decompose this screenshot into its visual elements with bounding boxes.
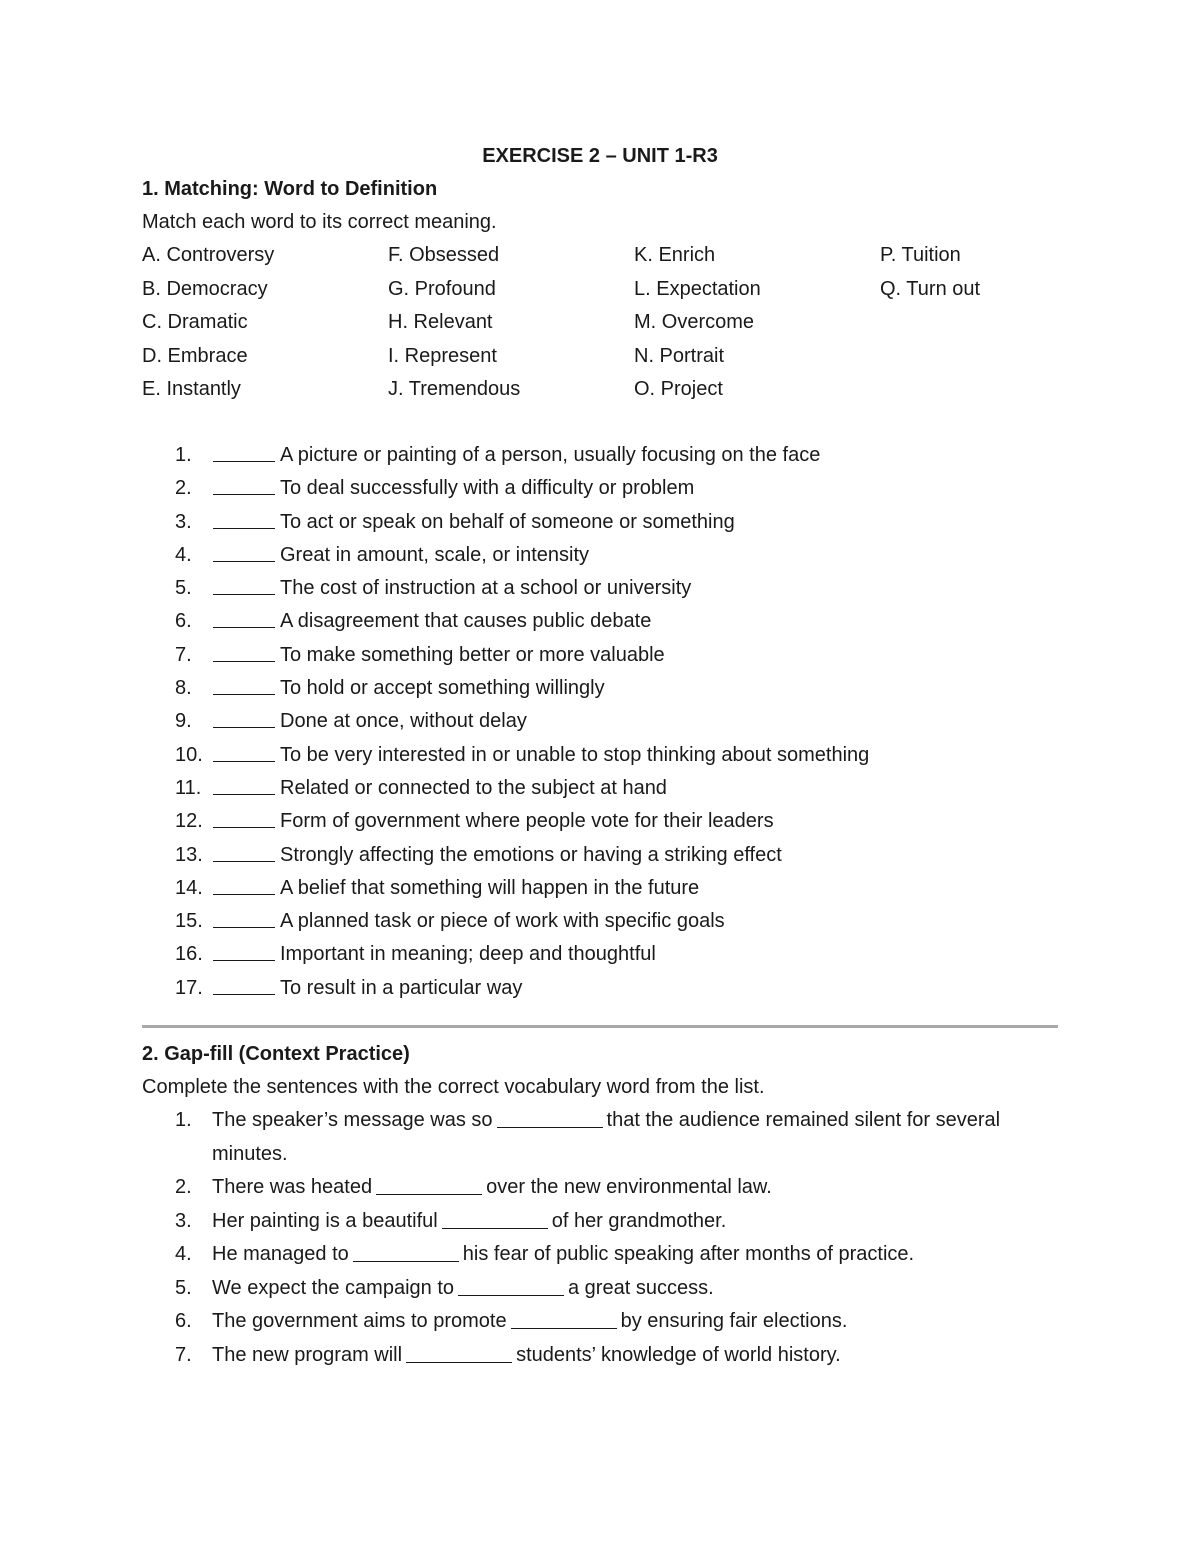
sentence-after: over the new environmental law. (486, 1176, 772, 1198)
definition-number: 13. (175, 843, 203, 866)
definition-number: 8. (175, 677, 192, 700)
definition-number: 9. (175, 710, 192, 733)
sentence-item (175, 1171, 1058, 1205)
definition-text: A planned task or piece of work with specific goals (280, 910, 725, 933)
sentence-item (175, 1238, 1058, 1272)
answer-blank[interactable] (213, 641, 275, 662)
word-bank-item: A. Controversy (142, 244, 275, 266)
section1-heading: 1. Matching: Word to Definition (142, 178, 438, 200)
definition-text: A picture or painting of a person, usually focusing on the face (280, 443, 821, 466)
sentence-text (212, 1205, 1058, 1239)
definition-number: 12. (175, 810, 203, 833)
definition-number: 3. (175, 510, 192, 533)
definition-text: A belief that something will happen in the future (280, 876, 700, 899)
answer-blank[interactable] (213, 541, 275, 562)
gap-blank[interactable] (442, 1208, 548, 1229)
definition-item (175, 839, 1058, 872)
answer-blank[interactable] (213, 707, 275, 728)
word-bank-item: O. Project (634, 378, 723, 401)
word-bank-item: B. Democracy (142, 277, 268, 300)
word-bank-item: P. Tuition (880, 244, 961, 266)
sentence-list (142, 1104, 1058, 1372)
definition-number: 4. (175, 543, 192, 566)
definition-text: Great in amount, scale, or intensity (280, 543, 590, 566)
sentence-number: 1. (175, 1109, 192, 1131)
sentence-text (212, 1305, 1058, 1339)
definition-item (175, 805, 1058, 838)
section1-instruction: Match each word to its correct meaning. (142, 211, 497, 233)
sentence-text (212, 1238, 1058, 1272)
definition-text: To act or speak on behalf of someone or something (280, 510, 735, 533)
definition-item (175, 905, 1058, 938)
definition-text: To result in a particular way (280, 976, 523, 999)
word-bank-item: F. Obsessed (388, 244, 500, 266)
definition-item (175, 672, 1058, 705)
sentence-number: 6. (175, 1310, 192, 1332)
word-bank-item: E. Instantly (142, 378, 241, 401)
definition-item (175, 972, 1058, 1005)
word-bank-item: C. Dramatic (142, 311, 248, 334)
gap-blank[interactable] (458, 1275, 564, 1296)
sentence-after: that the audience remained silent for several minutes. (212, 1109, 1001, 1165)
answer-blank[interactable] (213, 508, 275, 529)
sentence-before: The new program will (212, 1343, 403, 1366)
sentence-after: students’ knowledge of world history. (516, 1343, 841, 1366)
word-bank-item: D. Embrace (142, 344, 248, 367)
definition-number: 1. (175, 443, 192, 466)
definition-item (175, 938, 1058, 971)
word-bank-item: G. Profound (388, 277, 496, 300)
definition-item (175, 639, 1058, 672)
definition-list (142, 439, 1058, 1005)
sentence-after: by ensuring fair elections. (620, 1310, 848, 1332)
definition-item (175, 472, 1058, 505)
sentence-after: his fear of public speaking after months of practice. (462, 1243, 915, 1265)
definition-number: 5. (175, 577, 192, 600)
page-title: EXERCISE 2 – UNIT 1-R3 (482, 145, 718, 167)
definition-item (175, 439, 1058, 472)
answer-blank[interactable] (213, 674, 275, 695)
definition-number: 14. (175, 876, 203, 899)
exercise-page (142, 140, 1058, 1005)
definition-text: To deal successfully with a difficulty or problem (280, 477, 695, 500)
sentence-item (175, 1305, 1058, 1339)
definition-number: 7. (175, 643, 192, 666)
answer-blank[interactable] (213, 774, 275, 795)
definition-text: The cost of instruction at a school or university (280, 577, 692, 600)
gap-blank[interactable] (353, 1241, 459, 1262)
answer-blank[interactable] (213, 474, 275, 495)
answer-blank[interactable] (213, 907, 275, 928)
sentence-text (212, 1339, 1058, 1373)
sentence-before: The speaker’s message was so (212, 1109, 493, 1131)
section2-instruction: Complete the sentences with the correct vocabulary word from the list. (142, 1076, 765, 1098)
section-divider (142, 1025, 1058, 1028)
sentence-item (175, 1339, 1058, 1373)
gap-blank[interactable] (406, 1342, 512, 1363)
answer-blank[interactable] (213, 741, 275, 762)
word-bank-item: N. Portrait (634, 344, 725, 367)
definition-item (175, 539, 1058, 572)
sentence-before: There was heated (212, 1176, 373, 1198)
answer-blank[interactable] (213, 807, 275, 828)
sentence-text (212, 1104, 1058, 1171)
definition-text: Important in meaning; deep and thoughtful (280, 943, 656, 966)
sentence-after: of her grandmother. (551, 1209, 727, 1232)
sentence-number: 5. (175, 1276, 192, 1299)
answer-blank[interactable] (213, 940, 275, 961)
section2-heading: 2. Gap-fill (Context Practice) (142, 1043, 410, 1065)
definition-item (175, 705, 1058, 738)
sentence-text (212, 1272, 1058, 1306)
gap-blank[interactable] (497, 1107, 603, 1128)
answer-blank[interactable] (213, 874, 275, 895)
sentence-before: We expect the campaign to (212, 1276, 454, 1299)
sentence-before: The government aims to promote (212, 1310, 507, 1332)
gap-fill-section (142, 1038, 1058, 1372)
sentence-item (175, 1205, 1058, 1239)
word-bank-item: Q. Turn out (880, 277, 981, 300)
sentence-item (175, 1272, 1058, 1306)
definition-item (175, 506, 1058, 539)
definition-item (175, 605, 1058, 638)
definition-number: 10. (175, 743, 203, 766)
definition-text: To make something better or more valuable (280, 643, 665, 666)
sentence-number: 2. (175, 1176, 192, 1198)
answer-blank[interactable] (213, 441, 275, 462)
definition-item (175, 739, 1058, 772)
word-bank-item: H. Relevant (388, 311, 493, 334)
sentence-number: 4. (175, 1243, 192, 1265)
definition-text: A disagreement that causes public debate (280, 610, 652, 633)
definition-number: 17. (175, 976, 203, 999)
answer-blank[interactable] (213, 607, 275, 628)
sentence-after: a great success. (568, 1276, 714, 1299)
definition-text: To be very interested in or unable to stop thinking about something (280, 743, 870, 766)
word-bank-item: K. Enrich (634, 244, 716, 266)
sentence-before: He managed to (212, 1243, 349, 1265)
answer-blank[interactable] (213, 841, 275, 862)
word-bank-item: L. Expectation (634, 277, 761, 300)
definition-item (175, 772, 1058, 805)
word-bank-item: J. Tremendous (388, 378, 521, 401)
definition-text: To hold or accept something willingly (280, 677, 605, 700)
definition-text: Done at once, without delay (280, 710, 527, 733)
definition-item (175, 572, 1058, 605)
definition-item (175, 872, 1058, 905)
answer-blank[interactable] (213, 574, 275, 595)
definition-text: Form of government where people vote for their leaders (280, 810, 774, 833)
sentence-text (212, 1171, 1058, 1205)
definition-text: Strongly affecting the emotions or having a striking effect (280, 843, 782, 866)
definition-number: 2. (175, 477, 192, 500)
word-bank-item: I. Represent (388, 344, 497, 367)
definition-number: 16. (175, 943, 203, 966)
definition-number: 6. (175, 610, 192, 633)
definition-number: 11. (175, 776, 202, 799)
sentence-item (175, 1104, 1058, 1171)
sentence-number: 7. (175, 1343, 192, 1366)
definition-text: Related or connected to the subject at hand (280, 776, 667, 799)
sentence-number: 3. (175, 1209, 192, 1232)
sentence-before: Her painting is a beautiful (212, 1209, 438, 1232)
gap-blank[interactable] (511, 1308, 617, 1329)
answer-blank[interactable] (213, 974, 275, 995)
definition-number: 15. (175, 910, 203, 933)
gap-blank[interactable] (376, 1174, 482, 1195)
word-bank (142, 239, 1058, 407)
word-bank-item: M. Overcome (634, 311, 755, 334)
